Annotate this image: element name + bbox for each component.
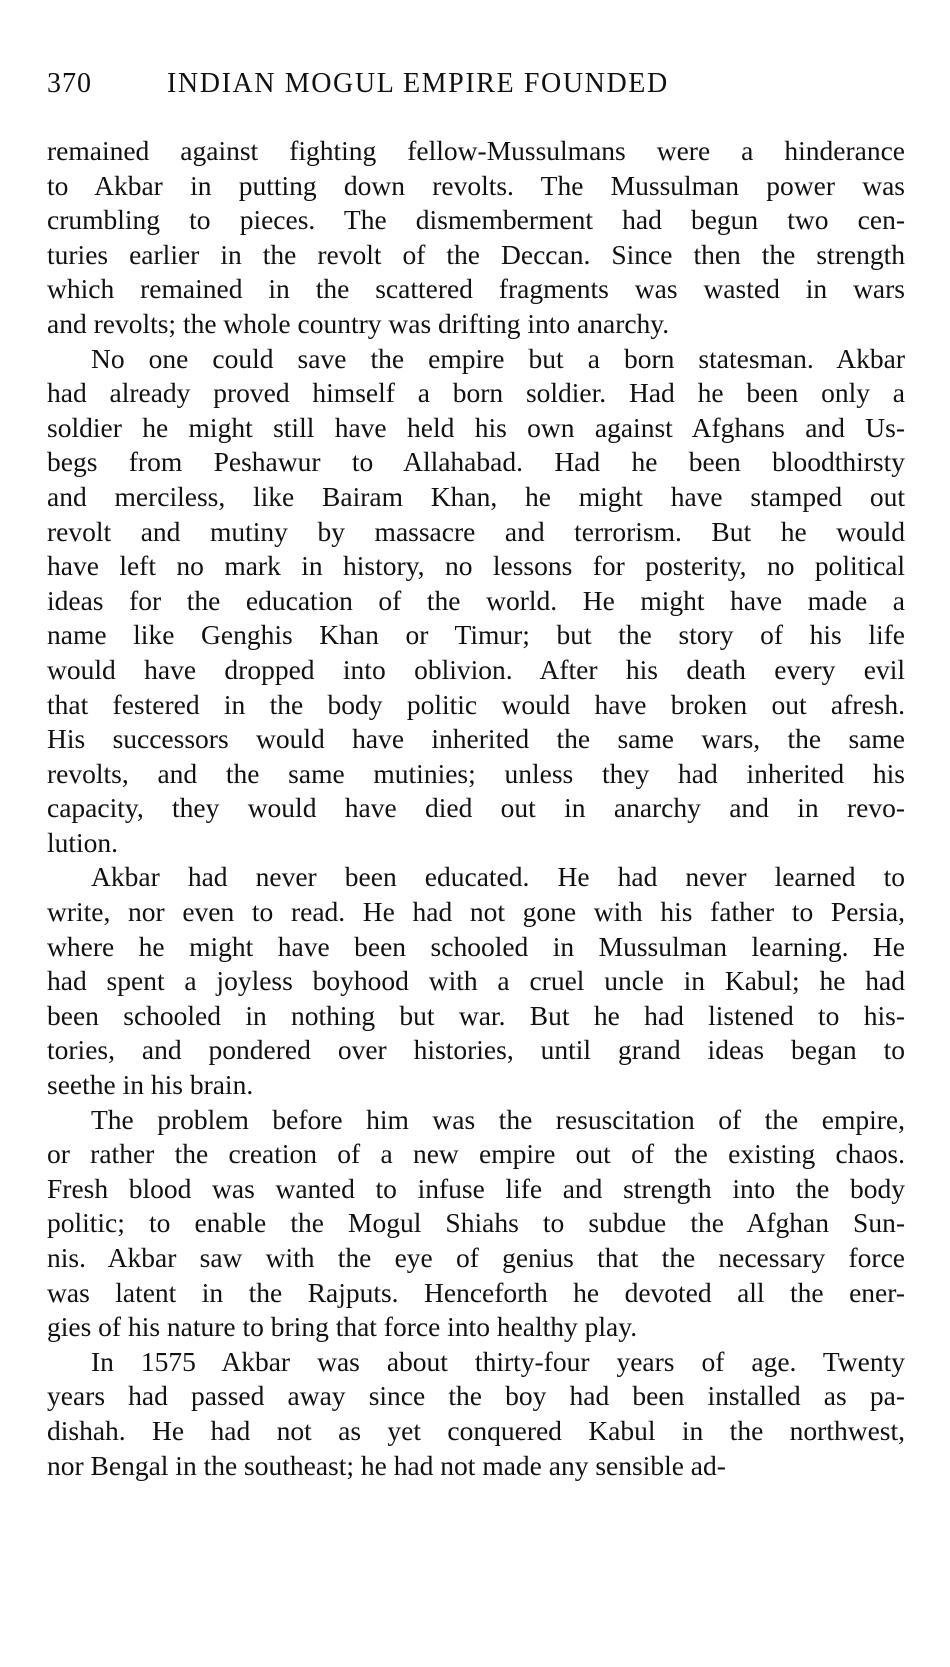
text-line: Fresh blood was wanted to infuse life and strength into the body — [47, 1172, 905, 1204]
text-line: crumbling to pieces. The dismemberment had begun two cen- — [47, 204, 905, 236]
text-line: write, nor even to read. He had not gone with his father to Persia, — [47, 896, 905, 928]
text-line: gies of his nature to bring that force into healthy play. — [47, 1311, 638, 1343]
text-line: or rather the creation of a new empire out of the existing chaos. — [47, 1138, 905, 1170]
text-line: seethe in his brain. — [47, 1069, 254, 1101]
text-line: dishah. He had not as yet conquered Kabul in the northwest, — [47, 1414, 905, 1446]
page-number: 370 — [47, 68, 92, 99]
text-line: would have dropped into oblivion. After his death every evil — [47, 653, 905, 685]
text-line: revolts, and the same mutinies; unless they had inherited his — [47, 757, 905, 789]
text-line: that festered in the body politic would have broken out afresh. — [47, 688, 905, 720]
text-line: and merciless, like Bairam Khan, he might have stamped out — [47, 480, 905, 512]
paragraph — [47, 134, 905, 342]
text-line: The problem before him was the resuscitation of the empire, — [91, 1103, 905, 1135]
text-line: His successors would have inherited the same wars, the same — [47, 723, 905, 755]
text-line: was latent in the Rajputs. Henceforth he devoted all the ener- — [47, 1276, 905, 1308]
text-line: tories, and pondered over histories, until grand ideas began to — [47, 1034, 905, 1066]
text-line: soldier he might still have held his own against Afghans and Us- — [47, 411, 905, 443]
text-line: politic; to enable the Mogul Shiahs to subdue the Afghan Sun- — [47, 1207, 905, 1239]
text-line: remained against fighting fellow-Mussulmans were a hinderance — [47, 135, 905, 166]
text-line: have left no mark in history, no lessons for posterity, no political — [47, 550, 905, 582]
text-line: turies earlier in the revolt of the Deccan. Since then the strength — [47, 238, 905, 270]
text-line: Akbar had never been educated. He had never learned to — [91, 861, 905, 893]
text-line: revolt and mutiny by massacre and terrorism. But he would — [47, 515, 905, 547]
text-line: nis. Akbar saw with the eye of genius that the necessary force — [47, 1242, 905, 1273]
text-line: had already proved himself a born soldier. Had he been only a — [47, 377, 905, 409]
text-line: had spent a joyless boyhood with a cruel uncle in Kabul; he had — [47, 965, 905, 997]
running-head-title: INDIAN MOGUL EMPIRE FOUNDED — [167, 68, 669, 99]
text-line: nor Bengal in the southeast; he had not made any sensible ad- — [47, 1449, 726, 1481]
paragraph — [47, 1345, 905, 1483]
text-line: No one could save the empire but a born statesman. Akbar — [91, 342, 905, 374]
paragraph — [47, 860, 905, 1102]
text-line: begs from Peshawur to Allahabad. Had he been bloodthirsty — [47, 446, 905, 478]
text-line: which remained in the scattered fragments was wasted in wars — [47, 273, 905, 305]
text-line: years had passed away since the boy had been installed as pa- — [47, 1380, 905, 1412]
running-head — [47, 68, 905, 116]
text-line: capacity, they would have died out in anarchy and in revo- — [47, 792, 905, 824]
paragraph — [47, 342, 905, 861]
text-line: ideas for the education of the world. He might have made a — [47, 584, 905, 616]
book-page — [47, 68, 905, 1483]
text-line: to Akbar in putting down revolts. The Mussulman power was — [47, 169, 905, 201]
text-line: where he might have been schooled in Mussulman learning. He — [47, 930, 905, 962]
text-line: name like Genghis Khan or Timur; but the story of his life — [47, 619, 905, 651]
paragraph — [47, 1103, 905, 1345]
text-line: lution. — [47, 826, 119, 858]
body-text — [47, 134, 905, 1483]
text-line: In 1575 Akbar was about thirty-four years of age. Twenty — [91, 1345, 905, 1377]
text-line: been schooled in nothing but war. But he had listened to his- — [47, 999, 905, 1031]
text-line: and revolts; the whole country was drifting into anarchy. — [47, 307, 670, 339]
